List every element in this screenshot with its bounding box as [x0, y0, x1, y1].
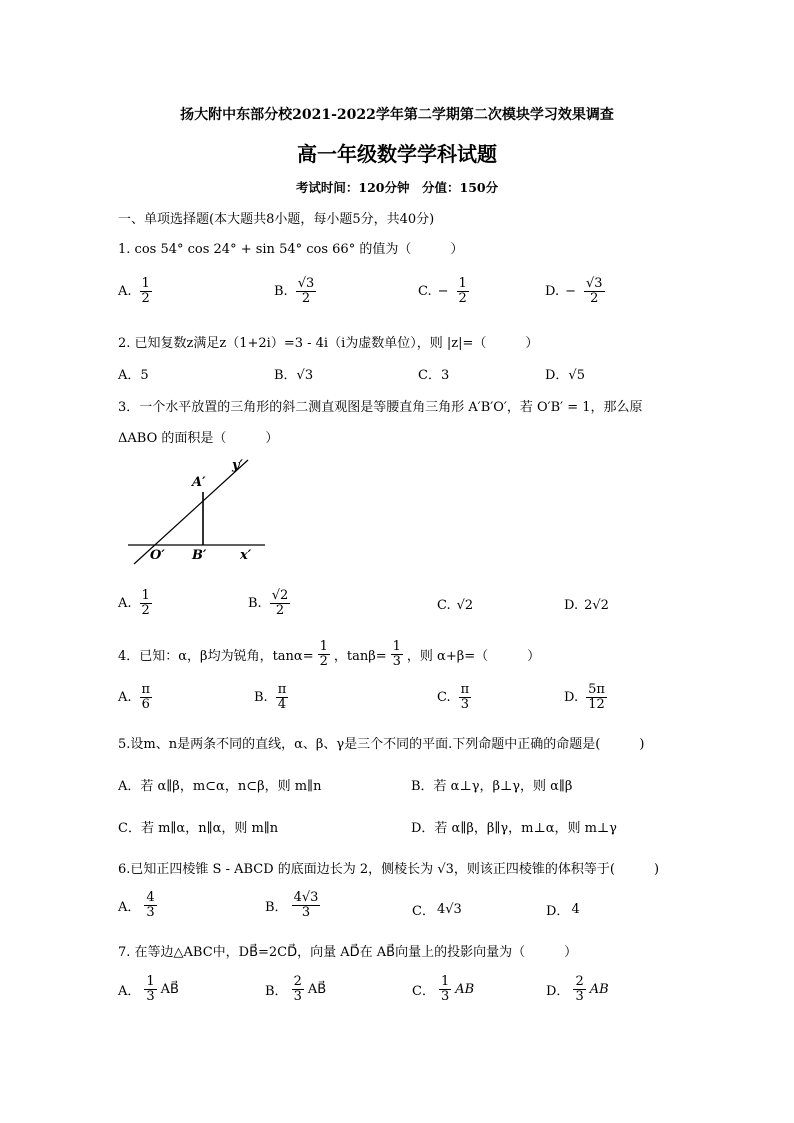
option-label: D.	[545, 283, 560, 299]
label-o: O′	[150, 548, 165, 563]
q3-option-d	[564, 598, 609, 613]
q1-option-a	[118, 277, 154, 305]
q3-stem-line2: ΔABO 的面积是（ ）	[118, 431, 279, 446]
exam-title: 高一年级数学学科试题	[297, 142, 497, 166]
fraction: $\frac{\pi}{4}$	[277, 682, 287, 712]
q5-option-b: B．若 α⊥γ，β⊥γ，则 α∥β	[411, 779, 573, 794]
fraction: $\frac{1}{2}$	[458, 276, 467, 306]
q4-stem	[118, 640, 540, 668]
fraction: $\frac{2}{3}$	[575, 974, 584, 1004]
school-header: 扬大附中东部分校2021-2022学年第二学期第二次模块学习效果调查	[180, 107, 614, 123]
section-heading: 一、单项选择题(本大题共8小题，每小题5分，共40分)	[118, 212, 435, 227]
fraction: $\frac{1}{2}$	[141, 588, 150, 618]
q2-option-b: B．√3	[274, 368, 314, 383]
fraction: $\frac{1}{3}$	[392, 639, 401, 669]
q4-option-b	[254, 683, 290, 711]
q1-option-c	[418, 277, 471, 305]
q2-option-c: C．3	[418, 368, 450, 383]
q1-stem: 1. cos 54° cos 24° + sin 54° cos 66° 的值为（ ）	[118, 242, 464, 257]
q5-stem: 5.设m、n是两条不同的直线，α、β、γ是三个不同的平面.下列命题中正确的命题是( )	[118, 737, 645, 752]
q6-option-d	[546, 900, 580, 919]
q4-option-d	[564, 683, 609, 711]
option-label: B.	[248, 595, 262, 611]
fraction: $\frac{4}{3}$	[146, 890, 155, 920]
q3-option-a	[118, 589, 154, 617]
segment-ab: AB	[455, 981, 475, 997]
q3-stem-line1: 3．一个水平放置的三角形的斜二测直观图是等腰直角三角形 A′B′O′，若 O′B′ = 1，那么原	[118, 400, 643, 415]
q4-stem-part3: ，则 α+β=（ ）	[406, 648, 541, 664]
minus-sign: −	[437, 283, 449, 299]
option-value: 4	[571, 902, 580, 917]
option-label: A．	[118, 983, 141, 999]
fraction: $\frac{2}{3}$	[293, 974, 302, 1004]
q1-option-b	[274, 277, 318, 305]
q4-stem-part2: ，tanβ=	[333, 648, 387, 664]
fraction: $\frac{\pi}{6}$	[141, 682, 151, 712]
option-label: D．	[546, 904, 570, 919]
q4-option-a	[118, 683, 154, 711]
q7-option-a	[118, 975, 179, 1003]
option-label: D.	[564, 598, 579, 613]
fraction: $\frac{\pi}{3}$	[460, 682, 470, 712]
option-value: √2	[456, 598, 474, 613]
segment-ab: AB	[589, 981, 609, 997]
q2-option-d: D．√5	[545, 368, 585, 383]
option-label: B．	[265, 899, 288, 915]
fraction: $\frac{5\pi}{12}$	[588, 682, 605, 712]
q2-stem: 2. 已知复数z满足z（1+2i）=3 - 4i（i为虚数单位），则 |z|=（ ）	[118, 336, 539, 351]
option-label: B．	[265, 983, 288, 999]
q3-option-b	[248, 589, 292, 617]
option-value: 4√3	[436, 902, 462, 917]
q6-option-c	[412, 900, 462, 919]
q4-stem-part1: 4．已知：α，β均为锐角，tanα=	[118, 648, 314, 664]
option-label: C．	[412, 904, 435, 919]
q2-option-a: A．5	[118, 368, 149, 383]
q7-option-c	[412, 975, 474, 1003]
fraction: $\frac{√2}{2}$	[271, 588, 289, 618]
exam-info: 考试时间：120分钟 分值：150分	[295, 180, 499, 195]
option-label: C.	[437, 598, 451, 613]
label-b: B′	[192, 548, 207, 563]
vector-ab: AB⃗	[160, 981, 179, 997]
fraction: $\frac{1}{3}$	[146, 974, 155, 1004]
q7-option-b	[265, 975, 326, 1003]
minus-sign: −	[565, 283, 576, 299]
q4-option-c	[437, 683, 473, 711]
q5-option-c: C．若 m∥α，n∥α，则 m∥n	[118, 821, 279, 836]
label-x: x′	[240, 548, 252, 563]
oblique-triangle-figure	[120, 452, 270, 570]
vector-ab: AB⃗	[307, 981, 327, 997]
q7-option-d	[546, 975, 609, 1003]
option-label: D．	[546, 983, 570, 999]
option-label: A.	[118, 595, 132, 611]
q7-stem: 7. 在等边△ABC中，DB⃗=2CD⃗，向量 AD⃗在 AB⃗向量上的投影向量为（ ）	[118, 945, 578, 960]
option-label: C.	[437, 689, 451, 705]
q6-stem: 6.已知正四棱锥 S - ABCD 的底面边长为 2，侧棱长为 √3，则该正四棱锥的体积等于( )	[118, 862, 660, 877]
label-y: y′	[232, 458, 243, 473]
option-label: C．	[412, 983, 435, 999]
fraction: $\frac{1}{2}$	[141, 276, 150, 306]
option-label: A．	[118, 899, 141, 915]
option-label: A.	[118, 689, 132, 705]
option-label: B.	[274, 283, 288, 299]
option-label: A.	[118, 283, 132, 299]
q5-option-d: D．若 α∥β，β∥γ，m⊥α，则 m⊥γ	[411, 821, 617, 836]
option-value: 2√2	[584, 598, 609, 613]
fraction: $\frac{4√3}{3}$	[293, 890, 319, 920]
q6-option-b	[265, 891, 322, 919]
option-label: B.	[254, 689, 268, 705]
fraction: $\frac{√3}{2}$	[297, 276, 315, 306]
option-label: D.	[564, 689, 579, 705]
q6-option-a	[118, 891, 159, 919]
q5-option-a: A．若 α∥β，m⊂α，n⊂β，则 m∥n	[118, 779, 322, 794]
fraction: $\frac{√3}{2}$	[586, 276, 603, 306]
fraction: $\frac{1}{2}$	[319, 639, 328, 669]
fraction: $\frac{1}{3}$	[440, 974, 450, 1004]
label-a: A′	[192, 475, 206, 490]
q1-option-d	[545, 277, 607, 305]
q3-option-c	[437, 598, 473, 613]
option-label: C.	[418, 283, 432, 299]
